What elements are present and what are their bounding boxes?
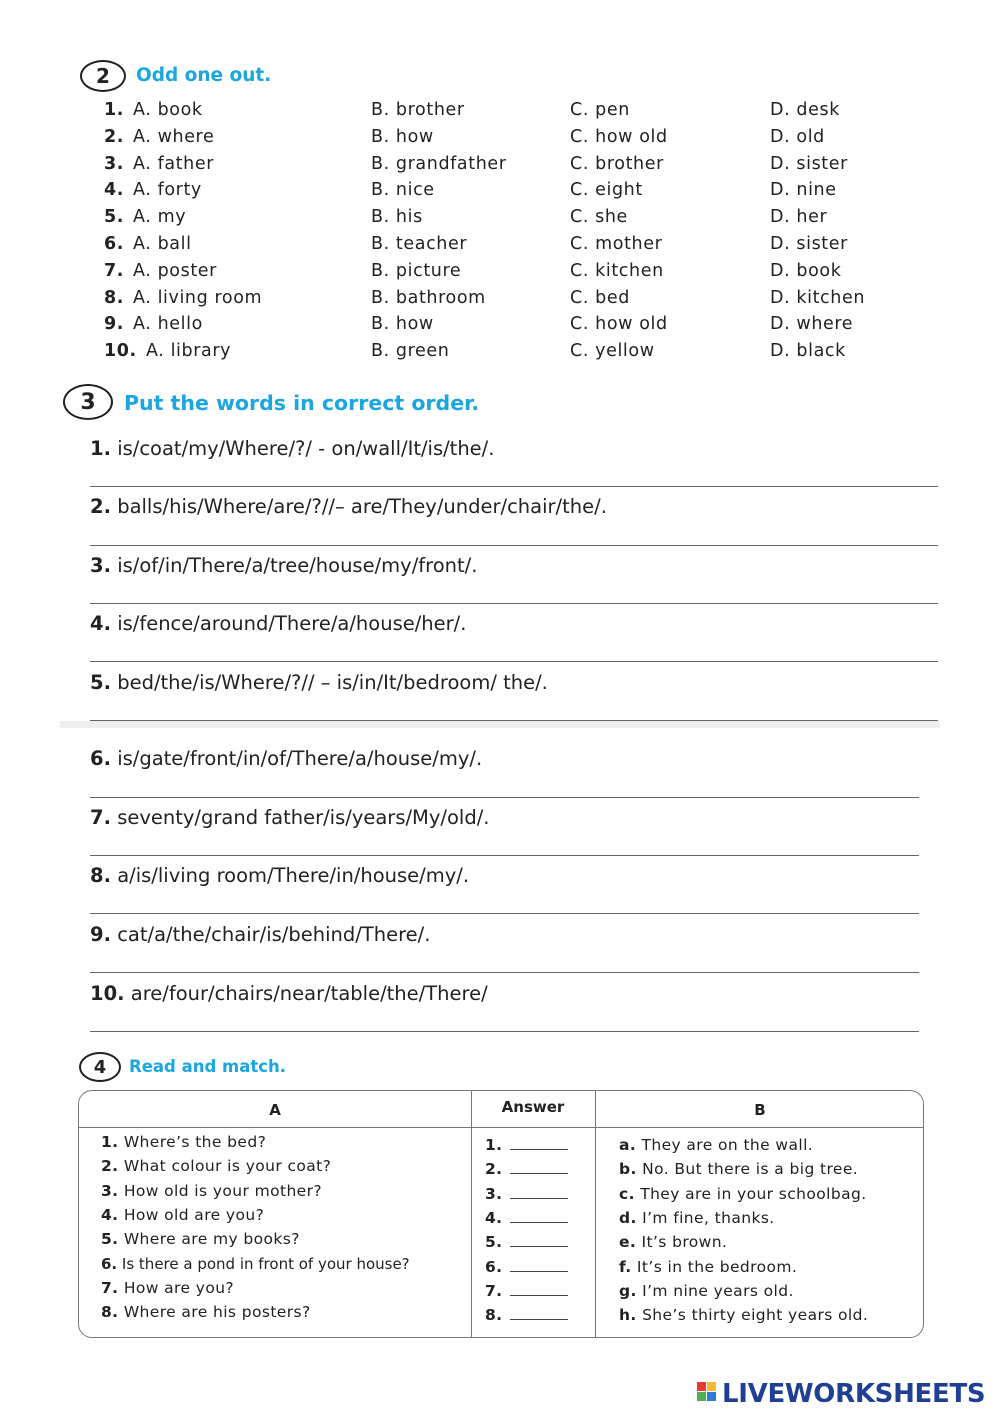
option-b[interactable]: B. grandfather	[371, 153, 507, 174]
question-text: How old is your mother?	[123, 1181, 323, 1200]
option-text: She’s thirty eight years old.	[642, 1306, 869, 1325]
question-number: 6.	[104, 234, 125, 254]
column-answer-header: Answer	[501, 1098, 565, 1116]
answer-slot[interactable]	[485, 1136, 568, 1154]
option-d[interactable]: D. black	[770, 341, 846, 362]
odd-one-out-row	[0, 341, 1000, 368]
item-number: 4.	[90, 612, 111, 635]
option-b[interactable]: B. green	[371, 341, 450, 362]
option-a[interactable]: A. book	[133, 100, 203, 120]
word-order-item	[90, 806, 490, 829]
word-order-item	[90, 437, 494, 460]
section-2-number: 2	[80, 60, 126, 92]
option-b[interactable]: B. bathroom	[371, 287, 486, 308]
answer-slot[interactable]	[485, 1282, 568, 1300]
option-c[interactable]: C. how old	[570, 314, 668, 335]
question-number: 10.	[104, 341, 137, 362]
odd-one-out-row	[0, 100, 1000, 127]
answer-blank[interactable]	[510, 1234, 568, 1247]
section-3-number: 3	[63, 384, 113, 420]
option-text: They are on the wall.	[641, 1136, 814, 1154]
answer-blank[interactable]	[510, 1283, 568, 1296]
answer-b	[619, 1233, 727, 1251]
option-text: They are in your schoolbag.	[640, 1184, 867, 1203]
odd-one-out-row	[0, 314, 1000, 341]
answer-line[interactable]	[90, 797, 919, 798]
question-a	[101, 1230, 300, 1248]
option-c[interactable]: C. she	[570, 207, 628, 228]
option-a[interactable]: A. poster	[133, 260, 217, 281]
word-order-item	[90, 495, 607, 518]
answer-b	[619, 1136, 813, 1154]
table-column-divider	[471, 1091, 472, 1337]
answer-line[interactable]	[90, 855, 919, 856]
option-c[interactable]: C. eight	[570, 180, 643, 201]
question-number: 4.	[101, 1205, 119, 1224]
item-number: 1.	[90, 437, 111, 460]
question-number: 3.	[104, 153, 125, 174]
scrambled-words: a/is/living room/There/in/house/my/.	[117, 864, 470, 887]
liveworksheets-logo-icon	[697, 1380, 719, 1408]
item-number: 2.	[90, 495, 111, 518]
question-text: What colour is your coat?	[123, 1157, 332, 1176]
question-number: 7.	[101, 1278, 119, 1297]
question-text: How old are you?	[123, 1205, 265, 1224]
word-order-item	[90, 982, 488, 1005]
question-number: 1.	[101, 1133, 119, 1151]
word-order-item	[90, 612, 466, 635]
option-letter: h.	[619, 1306, 637, 1325]
option-b[interactable]: B. brother	[371, 100, 465, 120]
answer-b	[619, 1258, 797, 1276]
answer-slot[interactable]	[485, 1233, 568, 1251]
scrambled-words: is/fence/around/There/a/house/her/.	[117, 612, 467, 635]
option-a[interactable]: A. ball	[133, 234, 192, 254]
option-a[interactable]: A. forty	[133, 180, 202, 201]
scrambled-words: are/four/chairs/near/table/the/There/	[130, 982, 488, 1005]
option-d[interactable]: D. old	[770, 126, 825, 147]
question-text: Where are his posters?	[123, 1303, 311, 1322]
item-number: 10.	[90, 982, 125, 1005]
option-c[interactable]: C. yellow	[570, 341, 655, 362]
answer-number: 7.	[485, 1281, 503, 1300]
scrambled-words: is/coat/my/Where/?/ - on/wall/It/is/the/.	[117, 437, 495, 460]
column-a-header: A	[269, 1101, 281, 1119]
question-a	[101, 1279, 234, 1297]
answer-number: 6.	[485, 1257, 503, 1276]
liveworksheets-brand-text: LIVEWORKSHEETS	[722, 1379, 986, 1409]
option-a[interactable]: A. living room	[133, 287, 263, 308]
column-b-header: B	[754, 1101, 766, 1119]
answer-slot[interactable]	[485, 1306, 568, 1324]
question-text: How are you?	[123, 1278, 235, 1297]
section-4-number: 4	[79, 1052, 121, 1082]
option-d[interactable]: D. sister	[770, 234, 848, 254]
question-number: 5.	[101, 1230, 119, 1249]
option-c[interactable]: C. pen	[570, 100, 630, 120]
answer-number: 4.	[485, 1208, 503, 1227]
page-divider	[60, 721, 940, 728]
question-number: 7.	[104, 260, 125, 281]
question-a	[101, 1182, 322, 1200]
item-number: 3.	[90, 554, 111, 577]
option-text: It’s in the bedroom.	[636, 1257, 798, 1276]
answer-slot[interactable]	[485, 1160, 568, 1178]
answer-b	[619, 1282, 794, 1300]
option-b[interactable]: B. how	[371, 314, 434, 335]
answer-blank[interactable]	[510, 1210, 568, 1223]
option-letter: b.	[619, 1160, 637, 1179]
answer-number: 3.	[485, 1184, 503, 1203]
option-b[interactable]: B. how	[371, 126, 434, 147]
answer-line[interactable]	[90, 661, 938, 662]
answer-slot[interactable]	[485, 1209, 568, 1227]
odd-one-out-row	[0, 207, 1000, 234]
option-b[interactable]: B. nice	[371, 180, 435, 201]
scrambled-words: cat/a/the/chair/is/behind/There/.	[117, 923, 431, 946]
scrambled-words: is/of/in/There/a/tree/house/my/front/.	[117, 554, 478, 577]
answer-line[interactable]	[90, 1031, 919, 1032]
option-a[interactable]: A. where	[133, 126, 215, 147]
table-header-divider	[79, 1127, 923, 1128]
option-d[interactable]: D. book	[770, 260, 842, 281]
option-letter: g.	[619, 1281, 637, 1300]
section-2-title: Odd one out.	[136, 65, 272, 86]
word-order-item	[90, 554, 477, 577]
answer-line[interactable]	[90, 972, 919, 973]
item-number: 7.	[90, 806, 111, 829]
option-letter: f.	[619, 1257, 632, 1276]
question-a	[101, 1255, 410, 1273]
answer-number: 2.	[485, 1160, 503, 1179]
word-order-item	[90, 923, 430, 946]
answer-line[interactable]	[90, 545, 938, 546]
question-number: 1.	[104, 100, 125, 120]
option-text: It’s brown.	[641, 1233, 728, 1252]
question-number: 5.	[104, 207, 125, 228]
answer-line[interactable]	[90, 913, 919, 914]
liveworksheets-logo	[697, 1378, 985, 1410]
item-number: 5.	[90, 671, 111, 694]
question-text: Where are my books?	[123, 1230, 300, 1249]
question-number: 8.	[101, 1303, 119, 1322]
answer-line[interactable]	[90, 486, 938, 487]
option-a[interactable]: A. library	[146, 341, 232, 362]
answer-blank[interactable]	[510, 1137, 568, 1150]
option-a[interactable]: A. my	[133, 207, 187, 228]
odd-one-out-row	[0, 288, 1000, 315]
item-number: 6.	[90, 747, 111, 770]
option-c[interactable]: C. kitchen	[570, 260, 664, 281]
answer-b	[619, 1160, 858, 1178]
option-c[interactable]: C. brother	[570, 153, 664, 174]
scrambled-words: balls/his/Where/are/?//– are/They/under/chair/the/.	[117, 495, 607, 518]
scrambled-words: bed/the/is/Where/?// – is/in/It/bedroom/ the/.	[117, 671, 548, 694]
question-a	[101, 1133, 266, 1151]
option-letter: c.	[619, 1184, 635, 1203]
option-letter: d.	[619, 1208, 637, 1227]
question-number: 3.	[101, 1181, 119, 1200]
odd-one-out-row	[0, 261, 1000, 288]
word-order-item	[90, 671, 548, 694]
item-number: 9.	[90, 923, 111, 946]
question-number: 4.	[104, 180, 125, 201]
scrambled-words: is/gate/front/in/of/There/a/house/my/.	[117, 747, 483, 770]
section-3-title: Put the words in correct order.	[124, 391, 480, 415]
odd-one-out-row	[0, 127, 1000, 154]
item-number: 8.	[90, 864, 111, 887]
answer-blank[interactable]	[510, 1259, 568, 1272]
option-c[interactable]: C. bed	[570, 287, 630, 308]
question-number: 9.	[104, 314, 125, 335]
answer-number: 8.	[485, 1306, 503, 1325]
option-c[interactable]: C. mother	[570, 234, 663, 254]
answer-number: 1.	[485, 1136, 503, 1154]
answer-line[interactable]	[90, 603, 938, 604]
option-b[interactable]: B. picture	[371, 260, 462, 281]
answer-b	[619, 1306, 868, 1324]
option-a[interactable]: A. hello	[133, 314, 203, 335]
section-4-title: Read and match.	[129, 1057, 287, 1076]
question-a	[101, 1303, 311, 1321]
option-d[interactable]: D. desk	[770, 100, 840, 120]
answer-blank[interactable]	[510, 1161, 568, 1174]
question-number: 2.	[101, 1157, 119, 1176]
odd-one-out-row	[0, 234, 1000, 261]
word-order-item	[90, 747, 482, 770]
odd-one-out-row	[0, 154, 1000, 181]
question-text: Where’s the bed?	[123, 1133, 267, 1151]
answer-slot[interactable]	[485, 1185, 568, 1203]
option-text: No. But there is a big tree.	[642, 1160, 859, 1179]
answer-blank[interactable]	[510, 1307, 568, 1320]
question-number: 6.	[101, 1254, 118, 1273]
match-table	[78, 1090, 924, 1338]
option-d[interactable]: D. kitchen	[770, 287, 866, 308]
scrambled-words: seventy/grand father/is/years/My/old/.	[117, 806, 490, 829]
question-a	[101, 1206, 264, 1224]
option-b[interactable]: B. teacher	[371, 234, 468, 254]
question-a	[101, 1157, 331, 1175]
question-number: 2.	[104, 126, 125, 147]
answer-b	[619, 1209, 775, 1227]
option-c[interactable]: C. how old	[570, 126, 668, 147]
word-order-item	[90, 864, 469, 887]
option-b[interactable]: B. his	[371, 207, 423, 228]
option-text: I’m nine years old.	[642, 1281, 794, 1300]
option-letter: e.	[619, 1233, 637, 1252]
option-d[interactable]: D. where	[770, 314, 854, 335]
option-d[interactable]: D. nine	[770, 180, 837, 201]
answer-b	[619, 1185, 867, 1203]
answer-blank[interactable]	[510, 1186, 568, 1199]
table-column-divider	[595, 1091, 596, 1337]
option-text: I’m fine, thanks.	[642, 1208, 775, 1227]
option-d[interactable]: D. her	[770, 207, 828, 228]
answer-slot[interactable]	[485, 1258, 568, 1276]
option-letter: a.	[619, 1136, 637, 1154]
question-number: 8.	[104, 287, 125, 308]
odd-one-out-row	[0, 180, 1000, 207]
question-text: Is there a pond in front of your house?	[121, 1254, 410, 1273]
option-a[interactable]: A. father	[133, 153, 214, 174]
option-d[interactable]: D. sister	[770, 153, 848, 174]
answer-number: 5.	[485, 1233, 503, 1252]
